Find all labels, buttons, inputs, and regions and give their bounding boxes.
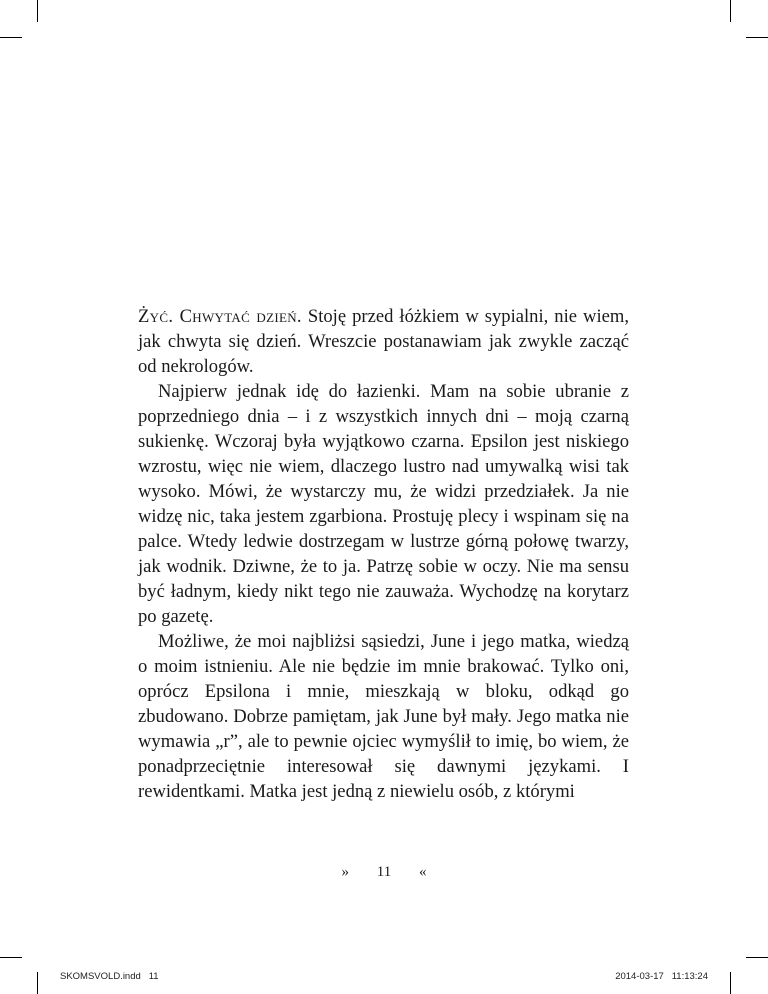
crop-mark-bottom-right-vertical <box>730 972 731 994</box>
page-number: 11 <box>376 864 392 880</box>
page-number-folio <box>0 864 768 881</box>
crop-mark-top-right-horizontal <box>746 37 768 38</box>
folio-left-guillemet: » <box>341 864 350 880</box>
paragraph-3: Możliwe, że moi najbliżsi sąsiedzi, June i jego matka, wiedzą o moim istnieniu. Ale nie będzie im mnie brakować. Tylko oni, oprócz Epsilona i mnie, mieszkają w bloku, odkąd go zbudowano. Dobrze pamiętam, jak June był mały. Jego matka nie wymawia „r”, ale to pewnie ojciec wymyślił to imię, bo wiem, że ponadprzeciętnie interesował się dawnymi językami. I rewidentkami. Matka jest jedną z niewielu osób, z którymi <box>138 631 629 802</box>
paragraph-2: Najpierw jednak idę do łazienki. Mam na sobie ubranie z poprzedniego dnia – i z wszystkich innych dni – moją czarną sukienkę. Wczoraj była wyjątkowo czarna. Epsilon jest niskiego wzrostu, więc nie wiem, dlaczego lustro nad umywalką wisi tak wysoko. Mówi, że wystarczy mu, że widzi przedziałek. Ja nie widzę nic, taka jestem zgarbiona. Prostuję plecy i wspinam się na palce. Wtedy ledwie dostrzegam w lustrze górną połowę twarzy, jak wodnik. Dziwne, że to ja. Patrzę sobie w oczy. Nie ma sensu być ładnym, kiedy nikt tego nie zauważa. Wychodzę na korytarz po gazetę. <box>138 381 629 627</box>
crop-mark-bottom-right-horizontal <box>746 957 768 958</box>
crop-mark-top-right-vertical <box>730 0 731 22</box>
print-slug-timestamp: 2014-03-17 11:13:24 <box>615 971 708 982</box>
chapter-opening-smallcaps: Żyć. Chwytać dzień. <box>138 306 302 327</box>
print-slug-filename: SKOMSVOLD.indd 11 <box>60 971 159 982</box>
folio-right-guillemet: « <box>418 864 427 880</box>
paragraph-1 <box>138 304 629 379</box>
crop-mark-bottom-left-vertical <box>37 972 38 994</box>
paragraph-1-text: Stoję przed łóżkiem w sypialni, nie wiem, jak chwyta się dzień. Wreszcie postanawiam jak zwykle zacząć od nekrologów. <box>138 306 629 377</box>
crop-mark-bottom-left-horizontal <box>0 957 22 958</box>
body-text <box>138 304 629 804</box>
crop-mark-top-left-vertical <box>37 0 38 22</box>
crop-mark-top-left-horizontal <box>0 37 22 38</box>
